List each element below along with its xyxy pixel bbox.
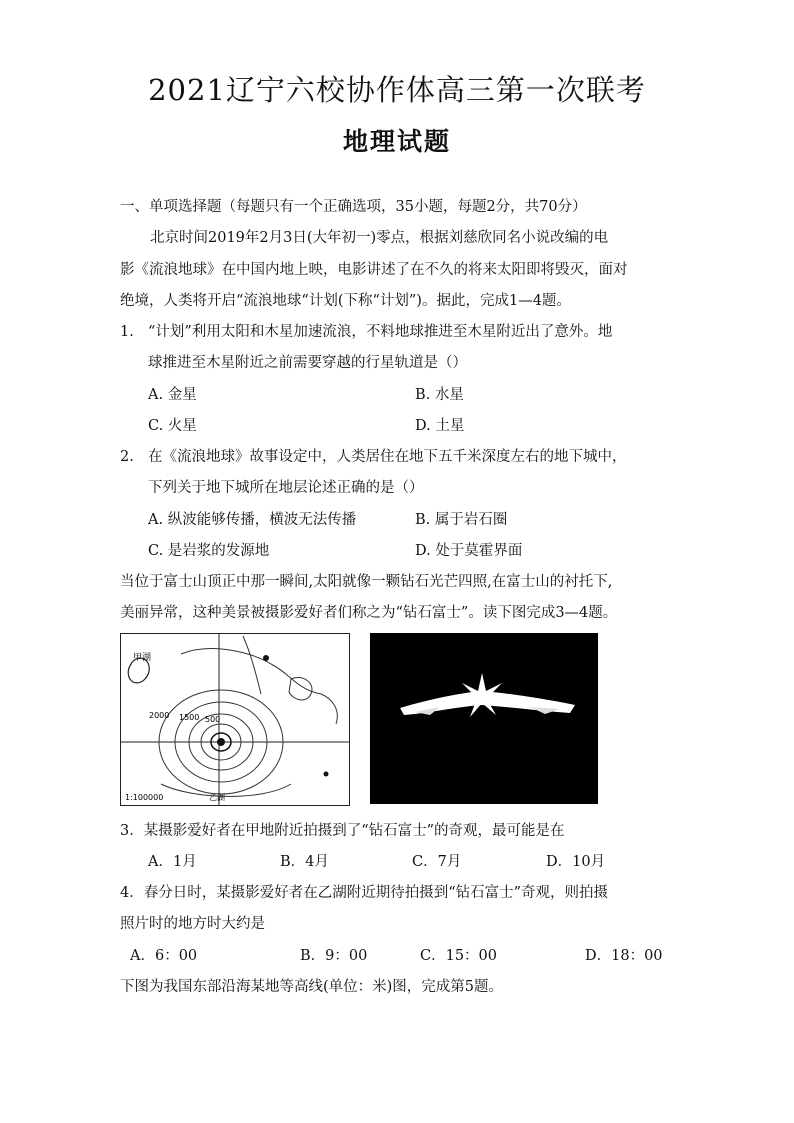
exam-subtitle: 地理试题	[342, 127, 451, 156]
question-2	[120, 448, 627, 466]
q1-option-c: C. 火星	[148, 418, 197, 434]
summit-marker	[217, 738, 225, 746]
point-marker-2	[324, 772, 329, 777]
question-2-line2: 下列关于地下城所在地层论述正确的是（）	[148, 480, 424, 496]
question-4-line1: 4．春分日时，某摄影爱好者在乙湖附近期待拍摄到“钻石富士”奇观，则拍摄	[120, 885, 609, 901]
intro2-line2: 美丽异常，这种美景被摄影爱好者们称之为“钻石富士”。读下图完成3—4题。	[120, 605, 618, 621]
q2-option-c: C. 是岩浆的发源地	[148, 543, 270, 559]
q1-option-b: B. 水星	[415, 387, 464, 403]
q3-option-c: C．7月	[412, 854, 462, 870]
q3-option-b: B．4月	[280, 854, 329, 870]
map-scale: 1:100000	[125, 793, 164, 802]
q4-option-a: A．6：00	[130, 948, 198, 964]
map-label-1500: 1500	[179, 713, 200, 722]
q3-option-d: D．10月	[546, 854, 606, 870]
diamond-fuji-drawing	[370, 633, 598, 804]
question-1-number: 1.	[120, 324, 134, 340]
lake-outline-right	[289, 677, 312, 699]
q4-option-d: D．18：00	[585, 948, 663, 964]
river-line	[243, 636, 261, 694]
contour-lower	[161, 784, 291, 796]
q4-option-c: C．15：00	[420, 948, 497, 964]
map-label-500: 500	[205, 715, 221, 724]
map-label-lake-a: 甲湖	[133, 653, 152, 663]
q2-option-d: D. 处于莫霍界面	[415, 543, 523, 559]
question-2-number: 2.	[120, 449, 134, 465]
q1-option-a: A. 金星	[148, 387, 197, 403]
exam-title: 2021辽宁六校协作体高三第一次联考	[148, 73, 646, 107]
q3-option-a: A．1月	[148, 854, 197, 870]
outro-text: 下图为我国东部沿海某地等高线(单位：米)图，完成第5题。	[120, 979, 504, 995]
contour-map-drawing	[121, 634, 349, 805]
question-4-line2: 照片时的地方时大约是	[120, 916, 265, 932]
q4-option-b: B．9：00	[300, 948, 368, 964]
point-marker-1	[263, 655, 269, 661]
map-label-lake-b: 乙湖	[209, 793, 225, 802]
q1-option-d: D. 土星	[415, 418, 465, 434]
diamond-fuji-photo	[370, 633, 598, 804]
intro1-line2: 影《流浪地球》在中国内地上映，电影讲述了在不久的将来太阳即将毁灭，面对	[120, 262, 628, 278]
fuji-contour-map	[120, 633, 350, 806]
intro1-line1: 北京时间2019年2月3日(大年初一)零点，根据刘慈欣同名小说改编的电	[150, 230, 609, 246]
section-heading: 一、单项选择题（每题只有一个正确选项，35小题，每题2分，共70分）	[120, 199, 587, 215]
question-1-line2: 球推进至木星附近之前需要穿越的行星轨道是（）	[148, 355, 467, 371]
map-label-2000: 2000	[149, 711, 170, 720]
question-1-line1: “计划”利用太阳和木星加速流浪，不料地球推进至木星附近出了意外。地	[148, 324, 613, 340]
sun-core	[476, 690, 488, 702]
question-3: 3．某摄影爱好者在甲地附近拍摄到了“钻石富士”的奇观，最可能是在	[120, 823, 565, 839]
q2-option-b: B. 属于岩石圈	[415, 512, 508, 528]
q2-option-a: A. 纵波能够传播，横波无法传播	[148, 512, 357, 528]
question-2-line1: 在《流浪地球》故事设定中，人类居住在地下五千米深度左右的地下城中，	[148, 449, 627, 465]
intro2-line1: 当位于富士山顶正中那一瞬间,太阳就像一颗钻石光芒四照,在富士山的衬托下,	[120, 574, 613, 590]
question-1	[120, 323, 612, 341]
intro1-line3: 绝境，人类将开启“流浪地球“计划(下称“计划”)。据此，完成1—4题。	[120, 293, 571, 309]
